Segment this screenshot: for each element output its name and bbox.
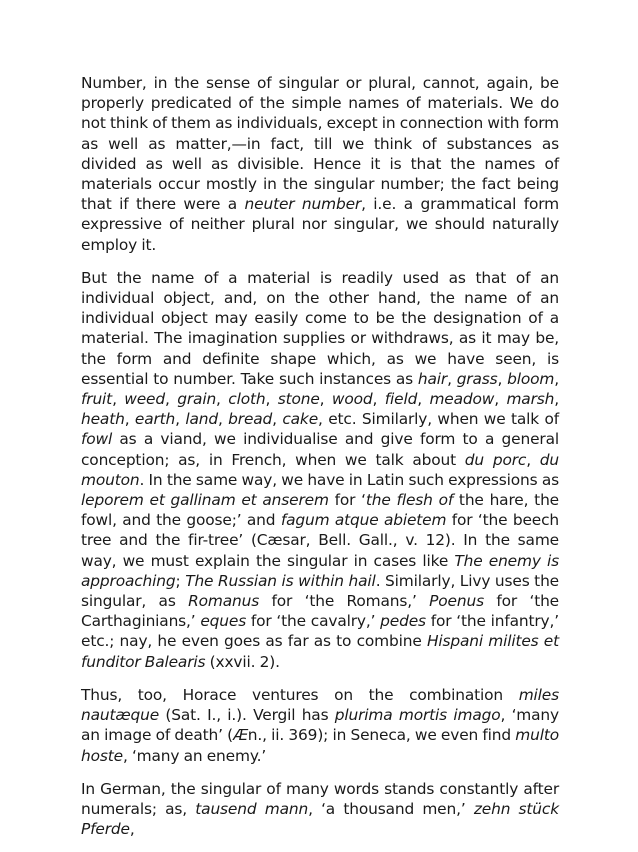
text-run: , xyxy=(272,410,283,429)
italic-text-run: The enemy is approaching xyxy=(81,551,559,590)
text-run: Number, in the sense of singular or plural, cannot, again, be properly predicated of the simple names of materials. We do not think of them as individuals, except in connection with form as well as matter,—in fact, till we think of substances as divided as well as divisible. Hence it is that the names of materials occur mostly in the singular number; the fact being that if there were a xyxy=(81,74,559,214)
text-run: , ‘many an enemy.’ xyxy=(122,746,267,765)
italic-text-run: field xyxy=(384,390,418,409)
text-run: for ‘ xyxy=(328,491,366,510)
italic-text-run: Hispani milites et funditor Balearis xyxy=(81,632,560,671)
italic-text-run: fruit xyxy=(81,390,113,409)
text-run: , xyxy=(417,390,430,409)
italic-text-run: Romanus xyxy=(188,592,260,611)
text-run: , xyxy=(265,390,278,409)
text-run: , etc. Similarly, when we talk of xyxy=(318,410,559,429)
italic-text-run: The Russian is within hail xyxy=(185,571,376,590)
text-run: , xyxy=(494,390,507,409)
text-run: , xyxy=(526,450,540,469)
italic-text-run: grain xyxy=(177,390,217,409)
italic-text-run: stone xyxy=(277,390,320,409)
text-run: In German, the singular of many words stands constantly after numerals; as, xyxy=(81,779,559,818)
italic-text-run: land xyxy=(185,410,218,429)
paragraph-material-as-individual xyxy=(81,268,559,672)
document-page xyxy=(81,73,559,852)
text-run: Thus, too, Horace ventures on the combination xyxy=(81,685,519,704)
italic-text-run: du mouton xyxy=(81,450,559,489)
italic-text-run: bloom xyxy=(507,369,555,388)
italic-text-run: fowl xyxy=(81,430,113,449)
italic-text-run: fagum atque abietem xyxy=(280,511,447,530)
text-run: for ‘the beech tree and the fir-tree’ (Cæsar, Bell. Gall., v. 12). In the same way, we must explain the singular in cases like xyxy=(81,511,559,570)
text-run: , xyxy=(129,820,135,839)
italic-text-run: meadow xyxy=(429,390,495,409)
italic-text-run: cake xyxy=(282,410,319,429)
italic-text-run: heath xyxy=(81,410,125,429)
text-run: , ‘a thousand men,’ xyxy=(308,799,474,818)
italic-text-run: bread xyxy=(228,410,273,429)
text-run: , xyxy=(497,369,508,388)
text-run: for ‘the Carthaginians,’ xyxy=(81,592,560,631)
text-run: (Sat. I., i.). Vergil has xyxy=(159,706,335,725)
text-run: , i.e. a grammatical form expressive of neither plural nor singular, we should naturally employ it. xyxy=(81,195,559,254)
text-run: . In the same way, we have in Latin such expressions as xyxy=(139,470,559,489)
text-run: , xyxy=(175,410,186,429)
italic-text-run: tausend mann xyxy=(195,799,309,818)
italic-text-run: zehn stück Pferde xyxy=(81,799,559,839)
text-run: , xyxy=(447,369,457,388)
italic-text-run: wood xyxy=(331,390,373,409)
italic-text-run: plurima mortis imago xyxy=(334,706,501,725)
text-run: , xyxy=(372,390,385,409)
text-run: n., ii. 369); in Seneca, we even find xyxy=(247,726,516,745)
text-run: , xyxy=(216,390,229,409)
italic-text-run: grass xyxy=(456,369,498,388)
italic-text-run: eques xyxy=(200,612,247,631)
text-run: (xxvii. 2). xyxy=(205,652,280,671)
italic-text-run: multo hoste xyxy=(81,726,559,765)
text-run: for ‘the infantry,’ etc.; nay, he even goes as far as to combine xyxy=(81,612,559,651)
italic-text-run: leporem et gallinam et anserem xyxy=(81,491,329,510)
italic-text-run: earth xyxy=(134,410,176,429)
text-run: But the name of a material is readily used as that of an individual object, and, on the other hand, the name of an individual object may easily come to be the designation of a material. The imagination supplies or withdraws, as it may be, the form and definite shape which, as we have seen, is essential to number. Take such instances as xyxy=(81,268,559,388)
text-run: ; xyxy=(175,571,186,590)
text-run: , xyxy=(217,410,229,429)
text-run: , xyxy=(554,369,559,388)
text-run: , xyxy=(554,390,559,409)
italic-text-run: Poenus xyxy=(429,592,484,611)
paragraph-horace-vergil-seneca xyxy=(81,685,559,766)
text-run: . Similarly, Livy uses the singular, as xyxy=(81,571,559,611)
italic-text-run: neuter number xyxy=(244,195,362,214)
italic-text-run: hair xyxy=(417,369,448,388)
text-run: the hare, the fowl, and the goose;’ and xyxy=(81,491,559,530)
italic-text-run: weed xyxy=(124,390,165,409)
text-run: as a viand, we individualise and give form to a general conception; as, in French, when we talk about xyxy=(81,430,559,469)
text-run: , xyxy=(112,390,125,409)
paragraph-german-singular xyxy=(81,779,559,840)
text-run: for ‘the cavalry,’ xyxy=(246,612,381,631)
italic-text-run: Æ xyxy=(232,726,248,745)
text-run: , ‘many an image of death’ ( xyxy=(81,706,559,745)
italic-text-run: du porc xyxy=(464,450,527,469)
text-run: , xyxy=(319,390,332,409)
text-run: for ‘the Romans,’ xyxy=(259,592,430,611)
text-run: , xyxy=(124,410,135,429)
italic-text-run: marsh xyxy=(506,390,555,409)
paragraph-number-and-materials xyxy=(81,73,559,255)
italic-text-run: cloth xyxy=(228,390,266,409)
italic-text-run: pedes xyxy=(380,612,426,631)
italic-text-run: the flesh of xyxy=(365,491,454,510)
italic-text-run: miles nautæque xyxy=(81,685,559,725)
text-run: , xyxy=(165,390,178,409)
